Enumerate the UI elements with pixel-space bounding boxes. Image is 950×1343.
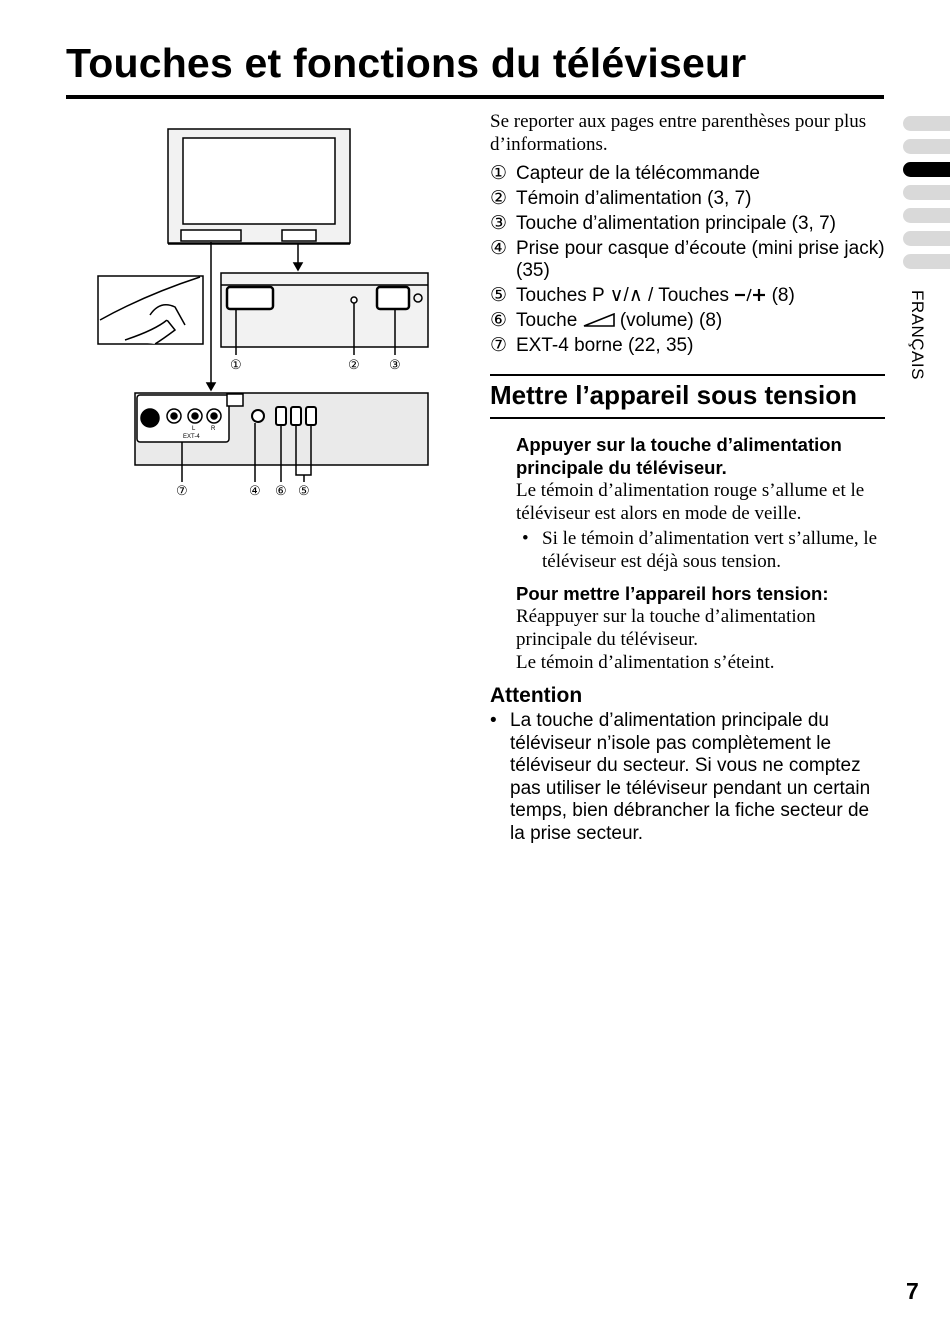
callout-6: ⑥ xyxy=(275,483,287,498)
item-number: ⑥ xyxy=(490,310,508,331)
item-number: ④ xyxy=(490,238,508,259)
callout-2: ② xyxy=(348,357,360,372)
item-text: Touches P ∨/∧ / Touches xyxy=(516,284,730,306)
page-title: Touches et fonctions du téléviseur xyxy=(66,40,747,86)
side-tab-active xyxy=(903,162,950,177)
list-item xyxy=(490,333,885,358)
volume-icon xyxy=(583,313,615,327)
bullet-text: Si le témoin d’alimentation vert s’allume, le téléviseur est déjà sous tension. xyxy=(542,528,878,572)
minus-plus-icon xyxy=(734,288,766,302)
jack-label-left: L xyxy=(192,426,196,432)
item-text: Témoin d’alimentation (3, 7) xyxy=(516,187,752,209)
list-item xyxy=(490,211,885,236)
item-text: (8) xyxy=(771,284,795,306)
jack-label-right: R xyxy=(211,426,216,432)
section-rule xyxy=(490,417,885,419)
side-tab xyxy=(903,139,950,154)
tv-screen xyxy=(183,138,335,224)
side-tab xyxy=(903,231,950,246)
intro-text: Se reporter aux pages entre parenthèses pour plus d’informations. xyxy=(490,111,867,155)
callout-4: ④ xyxy=(249,483,261,498)
item-text: Touche xyxy=(516,309,578,331)
power-on-block xyxy=(490,433,885,674)
bullet-note: • Si le témoin d’alimentation vert s’allume, le téléviseur est déjà sous tension. xyxy=(516,527,885,573)
callout-1: ① xyxy=(230,357,242,372)
description-text: Le témoin d’alimentation rouge s’allume et le téléviseur est alors en mode de veille. xyxy=(516,480,865,524)
list-item xyxy=(490,236,885,283)
callout-3: ③ xyxy=(389,357,401,372)
power-off-heading: Pour mettre l’appareil hors tension: xyxy=(516,583,829,604)
side-tabs xyxy=(903,116,950,277)
attention-note: • La touche d’alimentation principale du téléviseur n’isole pas complètement le téléviseur du secteur. Si vous ne comptez pas utiliser le téléviseur pendant un certain temps, bien débrancher la fiche secteur de la prise secteur. xyxy=(490,710,885,845)
side-tab xyxy=(903,254,950,269)
side-tab xyxy=(903,185,950,200)
content-column xyxy=(490,110,885,845)
item-text: Capteur de la télécommande xyxy=(516,162,760,184)
tv-illustration xyxy=(95,125,435,505)
callout-7: ⑦ xyxy=(176,483,188,498)
list-item xyxy=(490,283,885,308)
list-item xyxy=(490,161,885,186)
list-item xyxy=(490,308,885,333)
list-item xyxy=(490,186,885,211)
item-number: ① xyxy=(490,163,508,184)
power-off-text: Réappuyer sur la touche d’alimentation principale du téléviseur. xyxy=(516,606,816,650)
item-text: Prise pour casque d’écoute (mini prise jack) (35) xyxy=(516,237,885,281)
title-rule xyxy=(66,95,884,99)
item-number: ⑦ xyxy=(490,335,508,356)
attention-text: La touche d’alimentation principale du téléviseur n’isole pas complètement le téléviseur du secteur. Si vous ne comptez pas utiliser le téléviseur pendant un certain temps, bien débrancher la fiche secteur de la prise secteur. xyxy=(510,710,871,844)
item-text: Touche d’alimentation principale (3, 7) xyxy=(516,212,837,234)
page-number: 7 xyxy=(906,1278,919,1304)
side-tab xyxy=(903,116,950,131)
item-number: ⑤ xyxy=(490,285,508,306)
instruction-heading: Appuyer sur la touche d’alimentation principale du téléviseur. xyxy=(516,434,842,478)
jack-label-ext: EXT-4 xyxy=(183,434,200,440)
power-off-text-2: Le témoin d’alimentation s’éteint. xyxy=(516,652,775,673)
side-language-label: FRANÇAIS xyxy=(908,290,927,380)
item-number: ③ xyxy=(490,213,508,234)
item-number: ② xyxy=(490,188,508,209)
item-text: (volume) (8) xyxy=(619,309,723,331)
item-text: EXT-4 borne (22, 35) xyxy=(516,334,694,356)
section-heading: Mettre l’appareil sous tension xyxy=(490,380,857,410)
feature-list xyxy=(490,161,885,358)
attention-heading: Attention xyxy=(490,684,583,707)
callout-5: ⑤ xyxy=(298,483,310,498)
side-tab xyxy=(903,208,950,223)
